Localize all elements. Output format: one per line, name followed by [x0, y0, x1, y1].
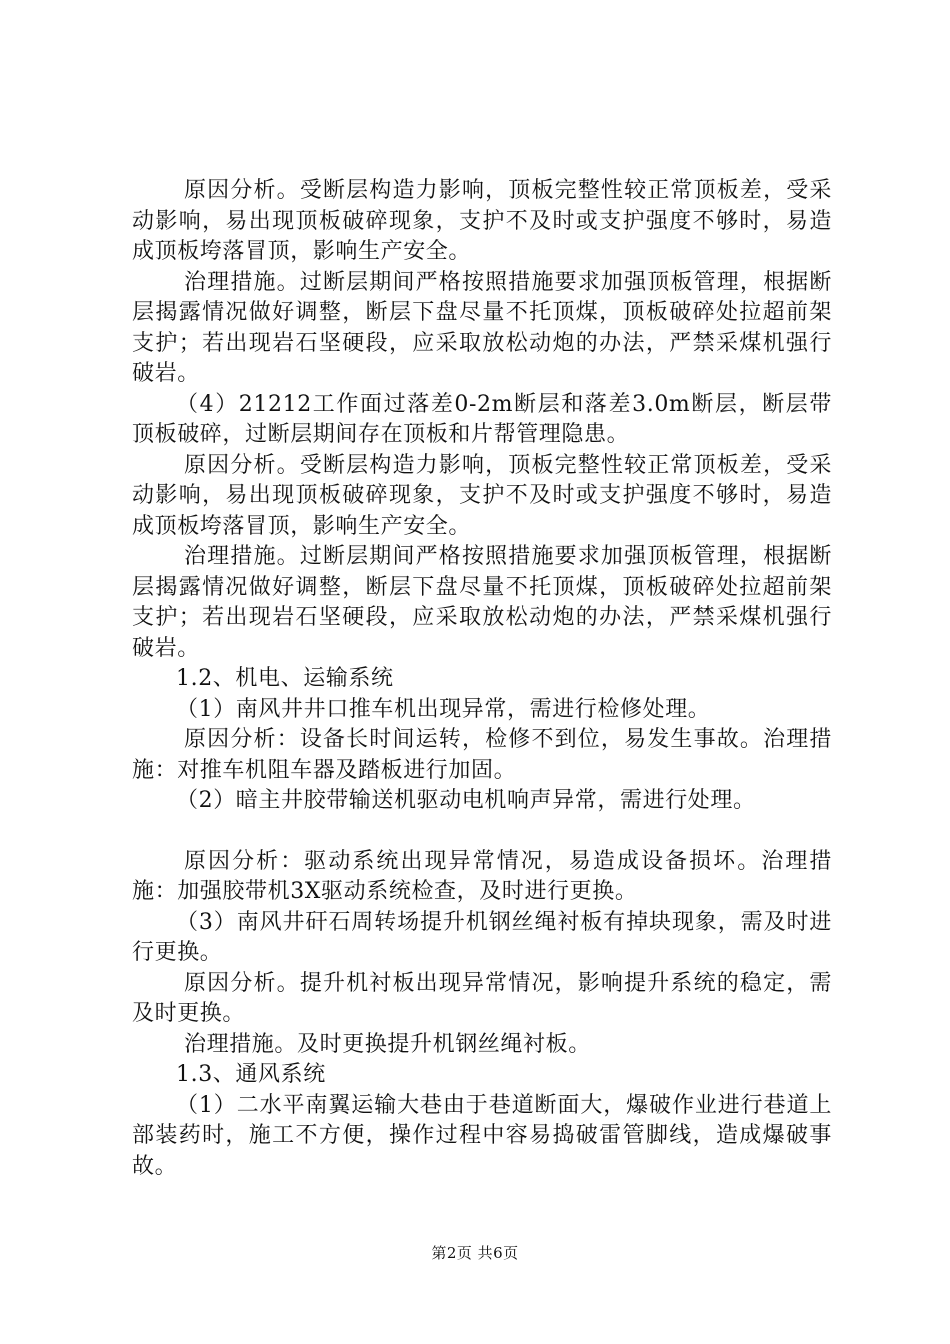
- paragraph-cause-analysis-4: 原因分析：驱动系统出现异常情况，易造成设备损坏。治理措施：加强胶带机3X驱动系统检查，及时进行更换。: [132, 848, 832, 904]
- paragraph-cause-analysis-1: 原因分析。受断层构造力影响，顶板完整性较正常顶板差，受采动影响，易出现顶板破碎现象，支护不及时或支护强度不够时，易造成顶板垮落冒顶，影响生产安全。: [132, 178, 832, 264]
- paragraph-item-2-belt-conveyor: （2）暗主井胶带输送机驱动电机响声异常，需进行处理。: [176, 788, 756, 813]
- paragraph-item-3-hoist-liner: （3）南风井矸石周转场提升机钢丝绳衬板有掉块现象，需及时进行更换。: [132, 909, 832, 965]
- paragraph-item-1-car-pusher: （1）南风井井口推车机出现异常，需进行检修处理。: [176, 696, 711, 722]
- paragraph-item-4-fault: （4）21212工作面过落差0-2m断层和落差3.0m断层，断层带顶板破碎，过断层期间存在顶板和片帮管理隐患。: [132, 391, 832, 447]
- section-heading-1-2: 1.2、机电、运输系统: [176, 666, 394, 691]
- page-number-footer: 第2页 共6页: [431, 1244, 519, 1262]
- paragraph-cause-analysis-5: 原因分析。提升机衬板出现异常情况，影响提升系统的稳定，需及时更换。: [132, 970, 832, 1026]
- paragraph-countermeasure-2: 治理措施。过断层期间严格按照措施要求加强顶板管理，根据断层揭露情况做好调整，断层下盘尽量不托顶煤，顶板破碎处拉超前架支护；若出现岩石坚硬段，应采取放松动炮的办法，严禁采煤机强行破岩。: [132, 544, 832, 661]
- paragraph-item-1-blasting: （1）二水平南翼运输大巷由于巷道断面大，爆破作业进行巷道上部装药时，施工不方便，操作过程中容易捣破雷管脚线，造成爆破事故。: [132, 1092, 832, 1179]
- document-body: [132, 176, 832, 1182]
- section-heading-1-3: 1.3、通风系统: [176, 1062, 326, 1087]
- paragraph-cause-analysis-2: 原因分析。受断层构造力影响，顶板完整性较正常顶板差，受采动影响，易出现顶板破碎现象，支护不及时或支护强度不够时，易造成顶板垮落冒顶，影响生产安全。: [132, 452, 832, 539]
- paragraph-countermeasure-5: 治理措施。及时更换提升机钢丝绳衬板。: [184, 1031, 591, 1057]
- paragraph-countermeasure-1: 治理措施。过断层期间严格按照措施要求加强顶板管理，根据断层揭露情况做好调整，断层下盘尽量不托顶煤，顶板破碎处拉超前架支护；若出现岩石坚硬段，应采取放松动炮的办法，严禁采煤机强行破岩。: [132, 269, 832, 386]
- paragraph-cause-analysis-3: 原因分析：设备长时间运转，检修不到位，易发生事故。治理措施：对推车机阻车器及踏板进行加固。: [132, 727, 832, 783]
